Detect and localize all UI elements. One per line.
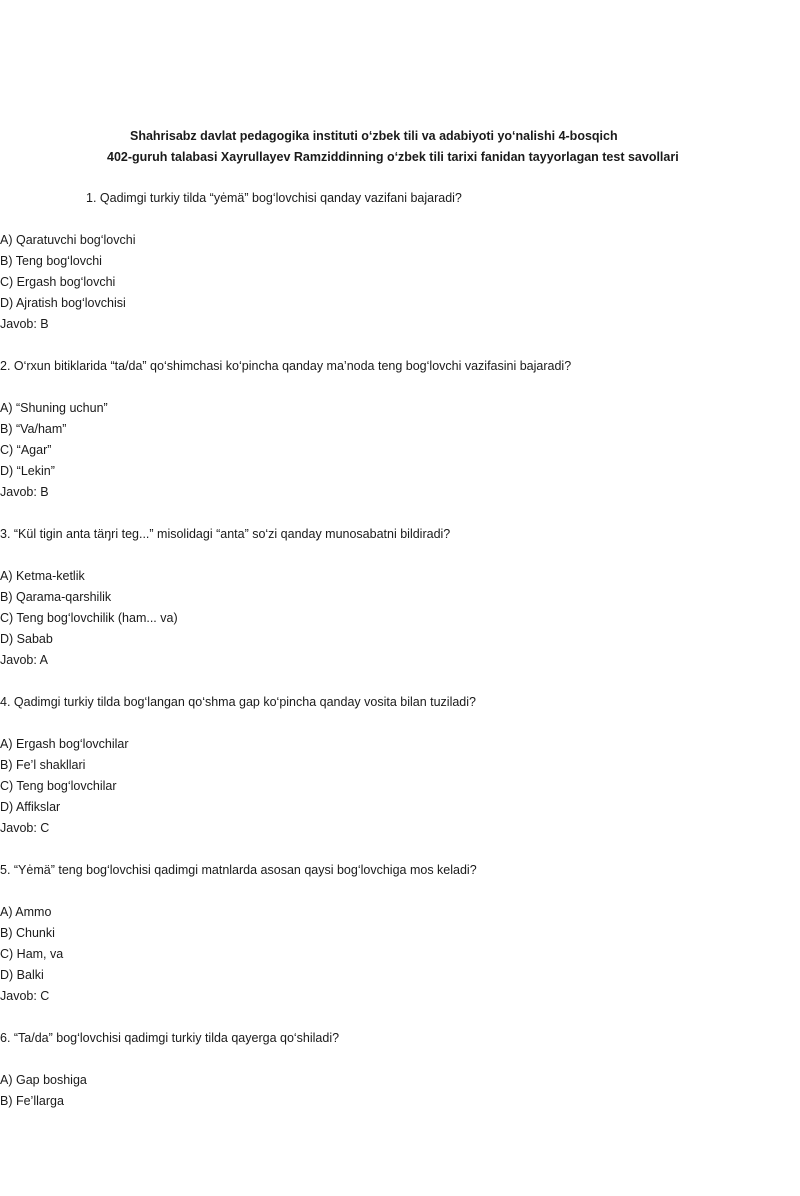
option-list [0,566,178,671]
question-2 [0,356,800,524]
option-a: A) Qaratuvchi bog‘lovchi [0,233,136,247]
option-a: A) Ergash bog‘lovchilar [0,737,129,751]
answer-key: Javob: C [0,989,50,1003]
option-b: B) Chunki [0,926,55,940]
option-d: D) “Lekin” [0,464,55,478]
option-list [0,398,108,503]
answer-key: Javob: C [0,821,50,835]
header-title-line-2: 402-guruh talabasi Xayrullayev Ramziddinning o‘zbek tili tarixi fanidan tayyorlagan test savollari [107,150,679,164]
question-6 [0,1028,800,1196]
option-c: C) Teng bog‘lovchilar [0,779,117,793]
option-d: D) Sabab [0,632,53,646]
option-a: A) Ketma-ketlik [0,569,85,583]
option-c: C) “Agar” [0,443,52,457]
option-list [0,230,135,335]
question-title: 2. O‘rxun bitiklarida “ta/da” qo‘shimchasi ko‘pincha qanday ma’noda teng bog‘lovchi vazifasini bajaradi? [0,359,572,373]
question-1 [0,188,800,356]
question-3 [0,524,800,692]
option-c: C) Ergash bog‘lovchi [0,275,116,289]
option-d: D) Affikslar [0,800,61,814]
question-list [0,188,800,1196]
option-c: C) Teng bog‘lovchilik (ham... va) [0,611,178,625]
option-b: B) “Va/ham” [0,422,67,436]
question-title: 3. “Kül tigin anta täŋri teg...” misolidagi “anta” so‘zi qanday munosabatni bildiradi? [0,527,451,541]
option-b: B) Fe’llarga [0,1094,64,1108]
answer-key: Javob: A [0,653,48,667]
option-c: C) Ham, va [0,947,64,961]
answer-key: Javob: B [0,317,49,331]
question-title: 5. “Yėmä” teng bog‘lovchisi qadimgi matnlarda asosan qaysi bog‘lovchiga mos keladi? [0,863,477,877]
option-list [0,734,129,839]
option-list [0,1070,87,1112]
header-title-line-1: Shahrisabz davlat pedagogika instituti o‘zbek tili va adabiyoti yo‘nalishi 4-bosqich [130,129,618,143]
option-b: B) Fe’l shakllari [0,758,86,772]
question-5 [0,860,800,1028]
question-4 [0,692,800,860]
answer-key: Javob: B [0,485,49,499]
question-title: 6. “Ta/da” bog‘lovchisi qadimgi turkiy tilda qayerga qo‘shiladi? [0,1031,340,1045]
option-d: D) Balki [0,968,44,982]
option-a: A) “Shuning uchun” [0,401,108,415]
option-a: A) Ammo [0,905,52,919]
option-list [0,902,63,1007]
option-b: B) Teng bog‘lovchi [0,254,102,268]
question-title: 4. Qadimgi turkiy tilda bog‘langan qo‘shma gap ko‘pincha qanday vosita bilan tuziladi? [0,695,476,709]
option-b: B) Qarama-qarshilik [0,590,112,604]
question-title: 1. Qadimgi turkiy tilda “yėmä” bog‘lovchisi qanday vazifani bajaradi? [86,191,462,205]
option-d: D) Ajratish bog‘lovchisi [0,296,126,310]
option-a: A) Gap boshiga [0,1073,87,1087]
